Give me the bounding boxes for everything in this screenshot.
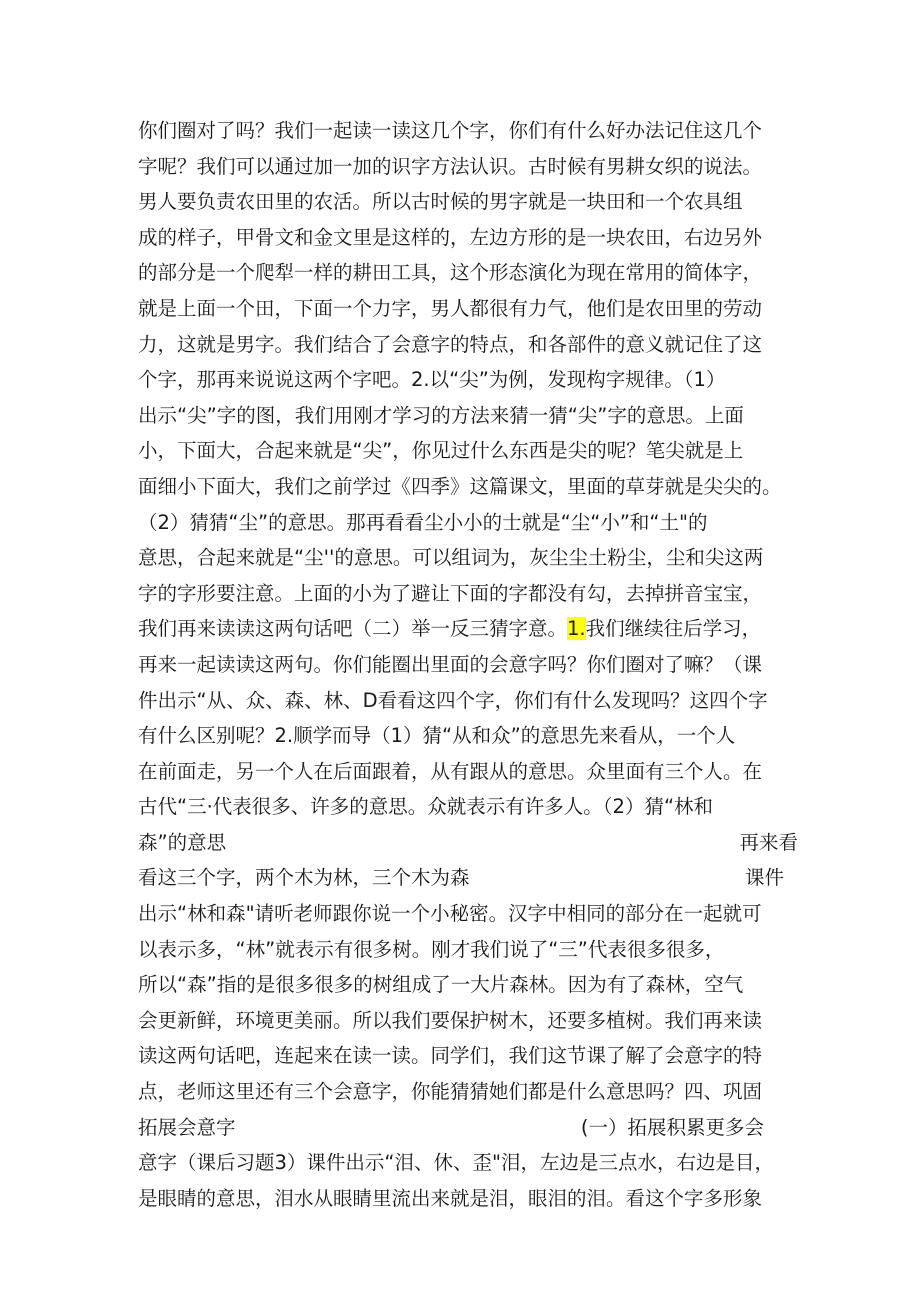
text-line-split — [138, 825, 798, 861]
text-line: 字呢？我们可以通过加一加的识字方法认识。古时候有男耕女织的说法。 — [138, 154, 763, 178]
text-fragment-right: 再来看 — [739, 830, 798, 854]
text-line: 成的样子，甲骨文和金文里是这样的，左边方形的是一块农田，右边另外 — [138, 225, 763, 249]
text-line: 读这两句话吧，连起来在读一读。同学们，我们这节课了解了会意字的特 — [138, 1044, 763, 1068]
text-line: 意字（课后习题3）课件出示“泪、休、歪"泪，左边是三点水，右边是目， — [138, 1151, 774, 1175]
text-line: 字的字形要注意。上面的小为了避让下面的字都没有勾，去掉拼音宝宝， — [138, 581, 763, 605]
text-line: 再来一起读读这两句。你们能圈出里面的会意字吗？你们圈对了嘛？（课 — [138, 652, 763, 676]
text-fragment-right: 课件 — [744, 866, 784, 890]
text-fragment-right: (一）拓展积累更多会 — [580, 1115, 764, 1139]
text-line: 意思，合起来就是“尘''的意思。可以组词为，灰尘尘土粉尘，尘和尖这两 — [138, 546, 764, 570]
text-line-split — [138, 1110, 798, 1146]
text-line: 件出示“从、众、森、林、D看看这四个字，你们有什么发现吗？这四个字 — [138, 688, 768, 712]
text-fragment: 我们再来读读这两句话吧（二）举一反三猜字意。 — [138, 617, 568, 641]
highlighted-number: 1. — [567, 617, 586, 641]
text-line: 以表示多，“林”就表示有很多树。刚才我们说了“三”代表很多很多， — [138, 937, 725, 961]
text-line: 出示“林和森"请听老师跟你说一个小秘密。汉字中相同的部分在一起就可 — [138, 902, 762, 926]
text-line: （2）猜猜“尘”的意思。那再看看尘小小的士就是“尘“小”和“土"的 — [138, 510, 708, 534]
text-line: 你们圈对了吗？我们一起读一读这几个字，你们有什么好办法记住这几个 — [138, 119, 763, 142]
text-fragment-left: 拓展会意字 — [138, 1115, 236, 1139]
text-fragment-left: 森”的意思 — [138, 830, 227, 854]
body-text — [138, 113, 798, 1216]
text-line: 就是上面一个田，下面一个力字，男人都很有力气，他们是农田里的劳动 — [138, 296, 763, 320]
text-line: 是眼睛的意思，泪水从眼睛里流出来就是泪，眼泪的泪。看这个字多形象 — [138, 1186, 763, 1210]
text-line: 会更新鲜，环境更美丽。所以我们要保护树木，还要多植树。我们再来读 — [138, 1008, 763, 1032]
text-line: 古代“三·代表很多、许多的意思。众就表示有许多人。（2）猜“林和 — [138, 795, 714, 819]
text-line-split — [138, 860, 798, 896]
text-line: 男人要负责农田里的农活。所以古时候的男字就是一块田和一个农具组 — [138, 190, 743, 214]
text-line: 出示“尖”字的图，我们用刚才学习的方法来猜一猜“尖”字的意思。上面 — [138, 403, 744, 427]
text-line: 的部分是一个爬犁一样的耕田工具，这个形态演化为现在常用的简体字， — [138, 261, 763, 285]
text-fragment: 我们继续往后学习， — [585, 617, 762, 641]
text-line: 个字，那再来说说这两个字吧。2.以“尖”为例，发现构字规律。（1） — [138, 368, 726, 392]
text-line: 力，这就是男字。我们结合了会意字的特点，和各部件的意义就记住了这 — [138, 332, 763, 356]
text-fragment-left: 看这三个字，两个木为林，三个木为森 — [138, 866, 470, 890]
text-line: 面细小下面大，我们之前学过《四季》这篇课文，里面的草芽就是尖尖的。 — [138, 474, 782, 498]
text-line: 在前面走，另一个人在后面跟着，从有跟从的意思。众里面有三个人。在 — [138, 759, 763, 783]
text-line: 所以“森”指的是很多很多的树组成了一大片森林。因为有了森林，空气 — [138, 973, 744, 997]
text-line: 点，老师这里还有三个会意字，你能猜猜她们都是什么意思吗？四、巩固 — [138, 1080, 763, 1104]
text-line-with-highlight — [138, 611, 798, 647]
text-line: 小，下面大，合起来就是“尖”，你见过什么东西是尖的呢？笔尖就是上 — [138, 439, 744, 463]
text-line: 有什么区别呢？2.顺学而导（1）猜“从和众”的意思先来看从，一个人 — [138, 724, 736, 748]
